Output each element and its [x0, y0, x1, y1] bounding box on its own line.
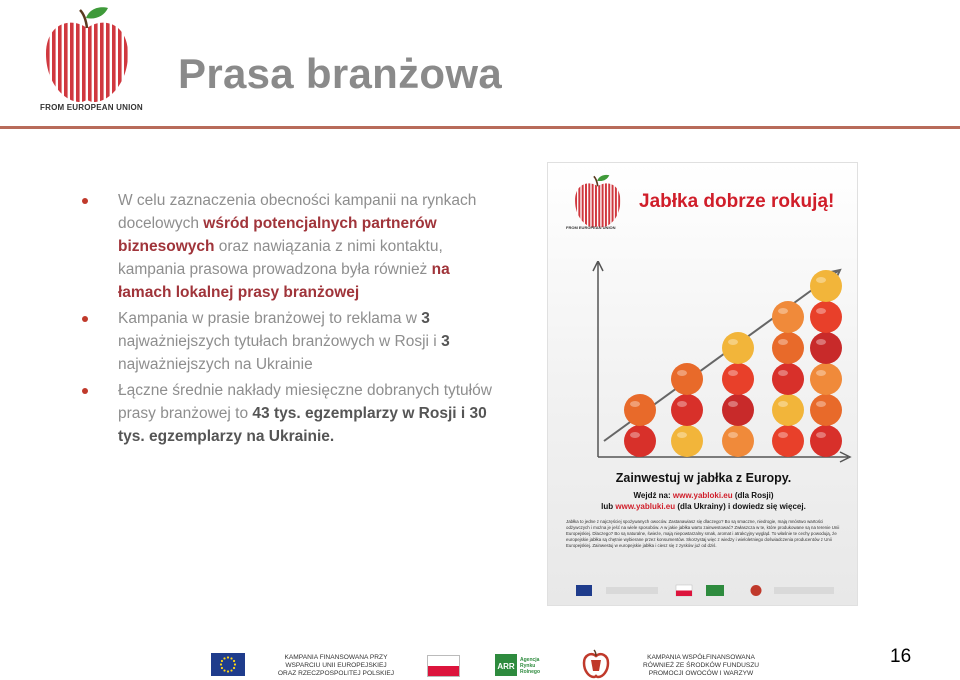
visit2-prefix: lub	[601, 502, 616, 511]
apple-graphic	[810, 332, 842, 364]
bullet-text	[118, 382, 492, 445]
poster-visit-line-1	[548, 491, 858, 500]
apple-graphic	[810, 425, 842, 457]
apple-graphic	[722, 363, 754, 395]
bullet-item	[82, 189, 492, 304]
poster-body-text: Jabłka to jedne z najczęściej spożywanych owoców. Zastanawiasz się dlaczego? Bo są smaczne, niedrogie, mają mnóstwo wartości odżywczych i można je jeść na wiele sposobów. A w jakie jabłka warto zainwestować? Zwłaszcza w te, które produkowane są na terenie Unii Europejskiej. Dlaczego? Bo są naturalne, świeże, mają niepowtarzalny smak, aromat i atrakcyjny wygląd. To właśnie te cechy powodują, że europejskie jabłka są chętnie wybierane przez konsumentów. Skorzystaj więc z wiedzy i wieloletniego doświadczenia producentów z Unii Europejskiej. Zainwestuj w europejskie jabłka i ciesz się z zysków już od dziś.	[566, 519, 840, 548]
bullet-dot-icon	[82, 198, 88, 204]
poster-logo-caption: FROM EUROPEAN UNION	[566, 225, 616, 230]
bullet-text-run: oraz nawiązania z nimi kontaktu, kampania prasowa prowadzona była również	[118, 238, 443, 278]
bullet-item	[82, 307, 492, 376]
poster-invest-line: Zainwestuj w jabłka z Europy.	[615, 471, 792, 485]
bullet-text-run: najważniejszych tytułach branżowych w Rosji i	[118, 333, 442, 350]
apple-stack-chart-graphic	[590, 261, 852, 466]
bullet-dot-icon	[82, 316, 88, 322]
apple-graphic	[772, 301, 804, 333]
apple-logo	[40, 4, 135, 116]
apple-graphic	[772, 425, 804, 457]
apple-graphic	[722, 425, 754, 457]
bullet-list	[82, 189, 492, 451]
apple-graphic	[624, 425, 656, 457]
highlighted-text: 3	[421, 310, 430, 327]
poster-visit-line-2	[548, 502, 858, 511]
apple-graphic	[810, 363, 842, 395]
bullet-text	[118, 310, 450, 373]
arr-agency-logo	[495, 653, 549, 678]
apple-graphic	[671, 394, 703, 426]
footer-funding-text: KAMPANIA FINANSOWANA PRZY WSPARCIU UNII EUROPEJSKIEJ ORAZ RZECZPOSPOLITEJ POLSKIEJ	[277, 654, 395, 677]
apple-graphic	[772, 394, 804, 426]
bullet-text-run: Łączne średnie nakłady miesięczne dobranych tytułów prasy branżowej to	[118, 382, 492, 422]
eu-flag-icon	[211, 653, 245, 676]
highlighted-text: 3	[441, 333, 450, 350]
apple-graphic	[722, 394, 754, 426]
footer-cofunding-text: KAMPANIA WSPÓŁFINANSOWANA RÓWNIEŻ ZE ŚRODKÓW FUNDUSZU PROMOCJI OWOCÓW I WARZYW	[642, 654, 760, 677]
apple-graphic	[810, 394, 842, 426]
bullet-text-run: Kampania w prasie branżowej to reklama w	[118, 310, 422, 327]
apple-graphic	[772, 363, 804, 395]
poster-footer-logos	[576, 583, 836, 597]
polish-flag-icon	[427, 655, 460, 677]
apple-graphic	[722, 332, 754, 364]
svg-text:ARR: ARR	[497, 662, 515, 671]
bullet-text-run: W celu zaznaczenia obecności kampanii na rynkach docelowych	[118, 192, 477, 232]
highlighted-text: 43 tys. egzemplarzy w Rosji i 30 tys. egzemplarzy na Ukrainie.	[118, 405, 487, 445]
apple-graphic	[671, 425, 703, 457]
visit2-link: www.yabluki.eu	[615, 502, 676, 511]
apple-graphic	[810, 270, 842, 302]
highlighted-text: wśród potencjalnych partnerów biznesowych	[118, 215, 437, 255]
visit2-suffix: (dla Ukrainy) i dowiedz się więcej.	[675, 502, 806, 511]
bullet-dot-icon	[82, 388, 88, 394]
page-number: 16	[890, 646, 912, 667]
bullet-item	[82, 379, 492, 448]
visit1-prefix: Wejdź na:	[633, 491, 673, 500]
highlighted-text: na łamach lokalnej prasy branżowej	[118, 261, 450, 301]
bullet-text	[118, 192, 476, 301]
header-divider	[0, 126, 960, 129]
apple-graphic	[810, 301, 842, 333]
campaign-poster	[547, 162, 858, 606]
apple-graphic	[624, 394, 656, 426]
visit1-suffix: (dla Rosji)	[732, 491, 774, 500]
apple-graphic	[772, 332, 804, 364]
bullet-text-run: najważniejszych na Ukrainie	[118, 356, 313, 373]
fruit-fund-apple-icon	[582, 649, 610, 679]
poster-headline: Jabłka dobrze rokują!	[639, 191, 835, 212]
logo-caption: FROM EUROPEAN UNION	[40, 103, 143, 112]
apple-graphic	[671, 363, 703, 395]
page-title: Prasa branżowa	[178, 50, 502, 97]
arr-text: Agencja Rynku Rolnego	[520, 657, 540, 675]
visit1-link: www.yabloki.eu	[672, 491, 733, 500]
